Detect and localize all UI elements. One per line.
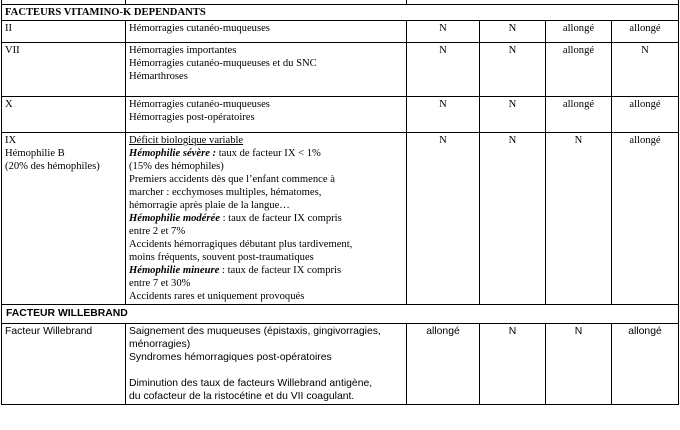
description-line: (15% des hémophiles)	[129, 161, 224, 172]
table-row-factor-x	[2, 97, 679, 133]
description-line: moins fréquents, souvent post-traumatiques	[129, 252, 314, 263]
description-line: Hémorragies cutanéo-muqueuses et du SNC	[129, 58, 317, 69]
severe-label: Hémophilie sévère :	[129, 148, 217, 159]
table-row-factor-vii	[2, 43, 679, 97]
value-cell: allongé	[612, 21, 679, 43]
value-cell: allongé	[546, 97, 612, 133]
value-cell: allongé	[407, 324, 480, 405]
factor-name-line: Hémophilie B	[5, 148, 65, 159]
factor-name: II	[2, 21, 126, 43]
section-title: FACTEUR WILLEBRAND	[2, 305, 679, 324]
moderate-line	[129, 212, 403, 225]
value-cell: N	[480, 21, 546, 43]
description-line: du cofacteur de la ristocétine et du VII coagulant.	[129, 391, 355, 402]
description-line: Hémorragies cutanéo-muqueuses	[129, 99, 270, 110]
value-cell: N	[546, 133, 612, 305]
description-line: hémorragie après plaie de la langue…	[129, 200, 290, 211]
minor-line	[129, 264, 403, 277]
section-header-willebrand	[2, 305, 679, 324]
value-cell: N	[407, 133, 480, 305]
minor-text: : taux de facteur IX compris	[219, 265, 342, 276]
table-row-facteur-willebrand	[2, 324, 679, 405]
description-line: marcher : ecchymoses multiples, hématomes,	[129, 187, 322, 198]
description-line: ménorragies)	[129, 339, 191, 350]
value-cell: allongé	[612, 97, 679, 133]
section-title: FACTEURS VITAMINO-K DEPENDANTS	[2, 5, 679, 21]
value-cell: allongé	[612, 324, 679, 405]
clinical-description: Hémorragies cutanéo-muqueuses	[126, 21, 407, 43]
value-cell: N	[407, 43, 480, 97]
description-line: Saignement des muqueuses (épistaxis, gingivorragies,	[129, 326, 381, 337]
coagulation-factors-table	[1, 0, 679, 405]
value-cell: allongé	[546, 21, 612, 43]
clinical-description	[126, 97, 407, 133]
description-line: Hémorragies importantes	[129, 45, 237, 56]
factor-name	[2, 133, 126, 305]
minor-label: Hémophilie mineure	[129, 265, 220, 276]
value-cell: allongé	[546, 43, 612, 97]
table-row-factor-ix	[2, 133, 679, 305]
description-spacer	[129, 364, 403, 377]
value-cell: N	[546, 324, 612, 405]
factor-name: Facteur Willebrand	[2, 324, 126, 405]
table-row-factor-ii	[2, 21, 679, 43]
clinical-description	[126, 133, 407, 305]
moderate-label: Hémophilie modérée	[129, 213, 220, 224]
factor-name-line: (20% des hémophiles)	[5, 161, 100, 172]
factor-name: VII	[2, 43, 126, 97]
description-line: Hémorragies post-opératoires	[129, 112, 255, 123]
description-line: Accidents rares et uniquement provoqués	[129, 291, 305, 302]
description-line: Premiers accidents dès que l’enfant commence à	[129, 174, 335, 185]
factor-name: X	[2, 97, 126, 133]
description-intro: Déficit biologique variable	[129, 135, 244, 146]
severe-text: taux de facteur IX < 1%	[216, 148, 321, 159]
value-cell: N	[612, 43, 679, 97]
description-line: entre 2 et 7%	[129, 226, 186, 237]
value-cell: N	[407, 97, 480, 133]
description-line: Syndromes hémorragiques post-opératoires	[129, 352, 332, 363]
description-line: entre 7 et 30%	[129, 278, 191, 289]
moderate-text: : taux de facteur IX compris	[219, 213, 342, 224]
factor-name-line: IX	[5, 135, 17, 146]
value-cell: N	[480, 43, 546, 97]
value-cell: N	[480, 324, 546, 405]
description-line: Hémarthroses	[129, 71, 188, 82]
value-cell: N	[480, 97, 546, 133]
clinical-description	[126, 43, 407, 97]
description-line: Accidents hémorragiques débutant plus tardivement,	[129, 239, 353, 250]
severe-line	[129, 147, 403, 160]
clinical-description	[126, 324, 407, 405]
value-cell: N	[407, 21, 480, 43]
description-line: Diminution des taux de facteurs Willebrand antigène,	[129, 378, 373, 389]
value-cell: allongé	[612, 133, 679, 305]
value-cell: N	[480, 133, 546, 305]
section-header-vitamin-k	[2, 5, 679, 21]
